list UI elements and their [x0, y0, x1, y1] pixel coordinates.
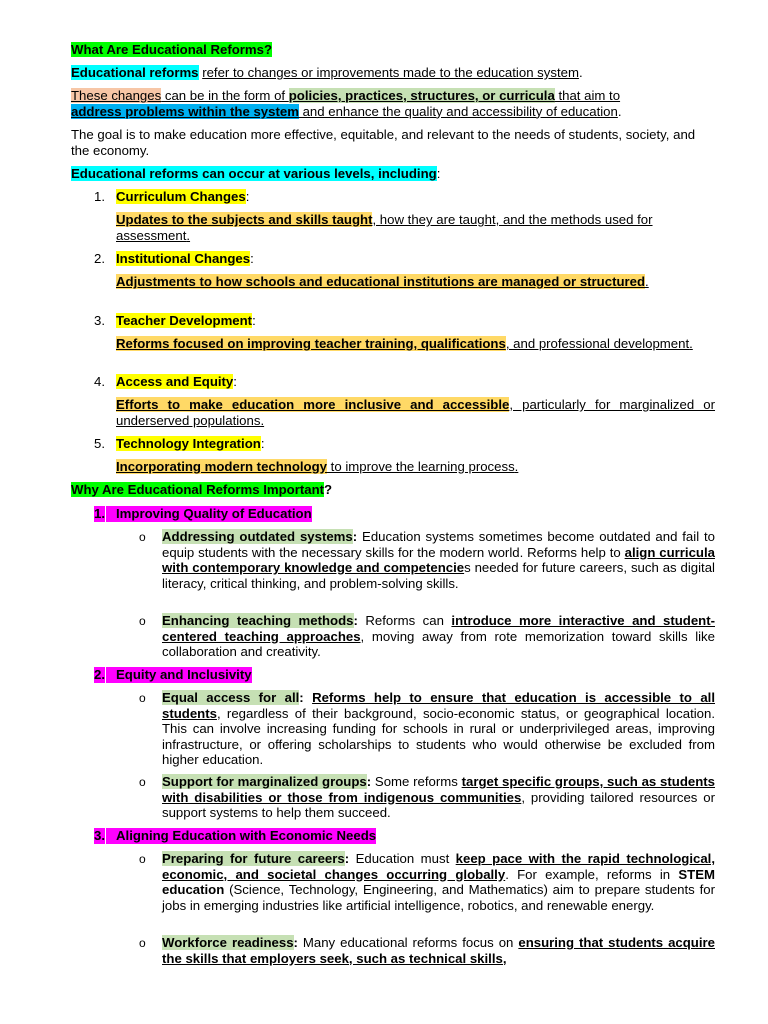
bullet-marker: o: [139, 852, 146, 866]
definition-paragraph: Educational reforms refer to changes or improvements made to the education system.: [71, 65, 583, 80]
heading-why-important: Why Are Educational Reforms Important?: [71, 482, 333, 497]
level-description: Adjustments to how schools and educational institutions are managed or structured.: [116, 274, 649, 289]
bullet-marker: o: [139, 614, 146, 628]
heading-what-are-reforms: What Are Educational Reforms?: [71, 42, 273, 57]
bullet-item: Support for marginalized groups: Some reforms target specific groups, such as students with disabilities or those from indigenous communities, providing tailored resources or support systems to help them succeed.: [162, 774, 716, 821]
level-number: 1.: [94, 189, 105, 204]
level-title: Technology Integration:: [116, 436, 265, 451]
bullet-marker: o: [139, 691, 146, 705]
level-title: Curriculum Changes:: [116, 189, 250, 204]
level-title: Institutional Changes:: [116, 251, 254, 266]
section-number: 1.: [94, 506, 105, 521]
bullet-marker: o: [139, 936, 146, 950]
section-number: 2.: [94, 667, 105, 682]
section-title: Aligning Education with Economic Needs: [106, 828, 376, 844]
section-number: 3.: [94, 828, 105, 843]
level-title: Teacher Development:: [116, 313, 256, 328]
bullet-marker: o: [139, 775, 146, 789]
bullet-item: Equal access for all: Reforms help to ensure that education is accessible to all students, regardless of their background, socio-economic status, or geographical location. This can involve increasing funding for schools in rural or underprivileged areas, improving infrastructure, or offering scholarships to students who would otherwise be excluded from higher education.: [162, 690, 715, 768]
goal-paragraph: The goal is to make education more effective, equitable, and relevant to the needs of students, society, and the economy.: [71, 127, 696, 158]
bullet-marker: o: [139, 530, 146, 544]
bullet-item: Preparing for future careers: Education must keep pace with the rapid technological, economic, and societal changes occurring globally. For example, reforms in STEM education (Science, Technology, Engineering, and Mathematics) aim to prepare students for jobs in emerging industries like artificial intelligence, robotics, and renewable energy.: [162, 851, 715, 913]
section-title: Equity and Inclusivity: [106, 667, 252, 683]
level-number: 2.: [94, 251, 105, 266]
bullet-item: Enhancing teaching methods: Reforms can introduce more interactive and student-centered teaching approaches, moving away from rote memorization toward skills like collaboration and creativity.: [162, 613, 715, 660]
level-description: Updates to the subjects and skills taught, how they are taught, and the methods used for assessment.: [116, 212, 653, 243]
level-number: 5.: [94, 436, 105, 451]
level-description: Reforms focused on improving teacher training, qualifications, and professional development.: [116, 336, 693, 351]
changes-paragraph: These changes can be in the form of policies, practices, structures, or curricula that aim to address problems within the system and enhance the quality and accessibility of education.: [71, 88, 622, 119]
level-description: Efforts to make education more inclusive and accessible, particularly for marginalized or underserved populations.: [116, 397, 716, 428]
level-number: 4.: [94, 374, 105, 389]
level-number: 3.: [94, 313, 105, 328]
level-description: Incorporating modern technology to improve the learning process.: [116, 459, 519, 474]
level-title: Access and Equity:: [116, 374, 237, 389]
bullet-item: Addressing outdated systems: Education systems sometimes become outdated and fail to equip students with the necessary skills for the modern world. Reforms help to align curricula with contemporary knowledge and competencies needed for future careers, such as digital literacy, critical thinking, and problem-solving skills.: [162, 529, 715, 591]
section-title: Improving Quality of Education: [106, 506, 312, 522]
bullet-item: Workforce readiness: Many educational reforms focus on ensuring that students acquire the skills that employers seek, such as technical skills,: [162, 935, 715, 966]
levels-heading: Educational reforms can occur at various levels, including:: [71, 166, 441, 181]
